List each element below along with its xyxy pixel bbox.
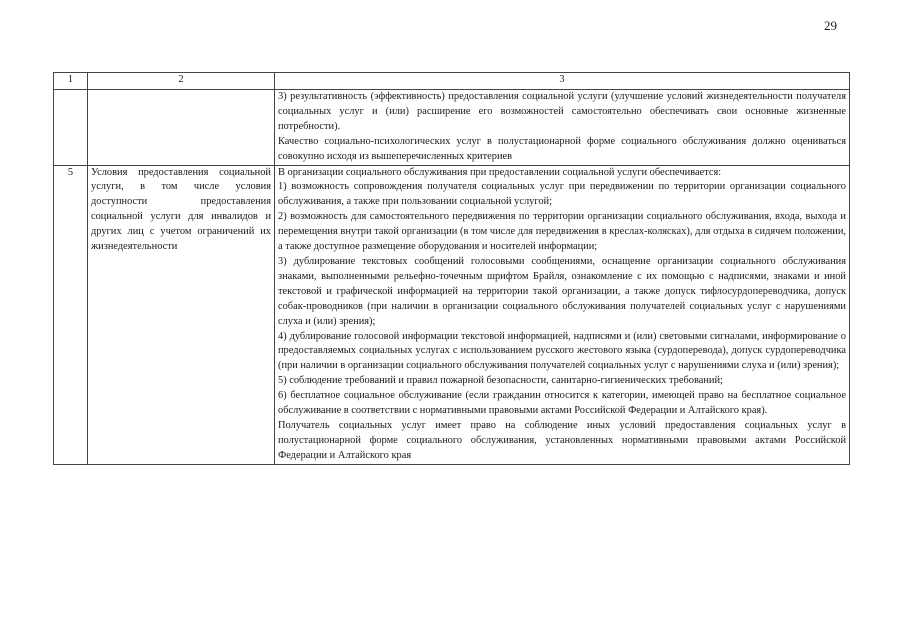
page-number: 29 <box>824 18 837 33</box>
condition-item-1: 1) возможность сопровождения получателя социальных услуг при передвижении по территории организации социального обслуживания, а также при пользовании социальной услугой; <box>278 181 846 208</box>
row-content-cell <box>275 165 850 464</box>
other-conditions-note: Получатель социальных услуг имеет право на соблюдение иных условий предоставления социальных услуг в полустационарной форме социального обслуживания, установленных нормативными правовыми актами Российской Федерации и Алтайского края <box>278 419 846 461</box>
header-col-2: 2 <box>88 73 275 90</box>
table-header-row <box>54 73 850 90</box>
table-row-continued <box>54 90 850 166</box>
header-col-3: 3 <box>275 73 850 90</box>
service-conditions-table <box>53 72 850 465</box>
row-content-cell <box>275 90 850 166</box>
table-row-5 <box>54 165 850 464</box>
condition-item-6: 6) бесплатное социальное обслуживание (если гражданин относится к категории, имеющей право на бесплатное социальное обслуживание в соответствии с нормативными правовыми актами Российской Федерации и Алтайского края). <box>278 390 846 417</box>
condition-item-4: 4) дублирование голосовой информации текстовой информацией, надписями и (или) световыми сигналами, информирование о предоставляемых социальных услугах с использованием русского жестового языка (сурдоперевода), допуск сурдопереводчика (при наличии в организации социального обслуживания получателей социальных услуг с нарушениями слуха и (или) зрения); <box>278 330 846 372</box>
row-title: Условия предоставления социальной услуги, в том числе условия доступности предоставления социальной услуги для инвалидов и других лиц с учетом ограничений их жизнедеятельности <box>88 165 275 464</box>
condition-item-3: 3) дублирование текстовых сообщений голосовыми сообщениями, оснащение организации социального обслуживания знаками, выполненными рельефно-точечным шрифтом Брайля, ознакомление с их помощью с надписями, знаками и иной текстовой и графической информацией на территории такой организации, а также допуск тифлосурдопереводчика, допуск собак-проводников (при наличии в организации социального обслуживания получателей социальных услуг с нарушениями слуха и (или) зрения); <box>278 255 846 327</box>
row-title-cell <box>88 90 275 166</box>
row-number-cell <box>54 90 88 166</box>
condition-item-2: 2) возможность для самостоятельного передвижения по территории организации социального обслуживания, входа, выхода и перемещения внутри такой организации (в том числе для передвижения в креслах-колясках), для отдыха в сидячем положении, а также доступное размещение оборудования и носителей информации; <box>278 211 846 253</box>
conditions-intro: В организации социального обслуживания при предоставлении социальной услуги обеспечивается: <box>278 166 722 178</box>
quality-assessment-note: Качество социально-психологических услуг в полустационарной форме социального обслуживания должно оцениваться совокупно исходя из вышеперечисленных критериев <box>278 135 846 162</box>
criterion-effectiveness: 3) результативность (эффективность) предоставления социальной услуги (улучшение условий жизнедеятельности получателя социальных услуг и (или) расширение его возможностей самостоятельно обеспечивать свои основные жизненные потребности). <box>278 91 846 132</box>
row-number: 5 <box>54 165 88 464</box>
condition-item-5: 5) соблюдение требований и правил пожарной безопасности, санитарно-гигиенических требований; <box>278 375 723 387</box>
header-col-1: 1 <box>54 73 88 90</box>
